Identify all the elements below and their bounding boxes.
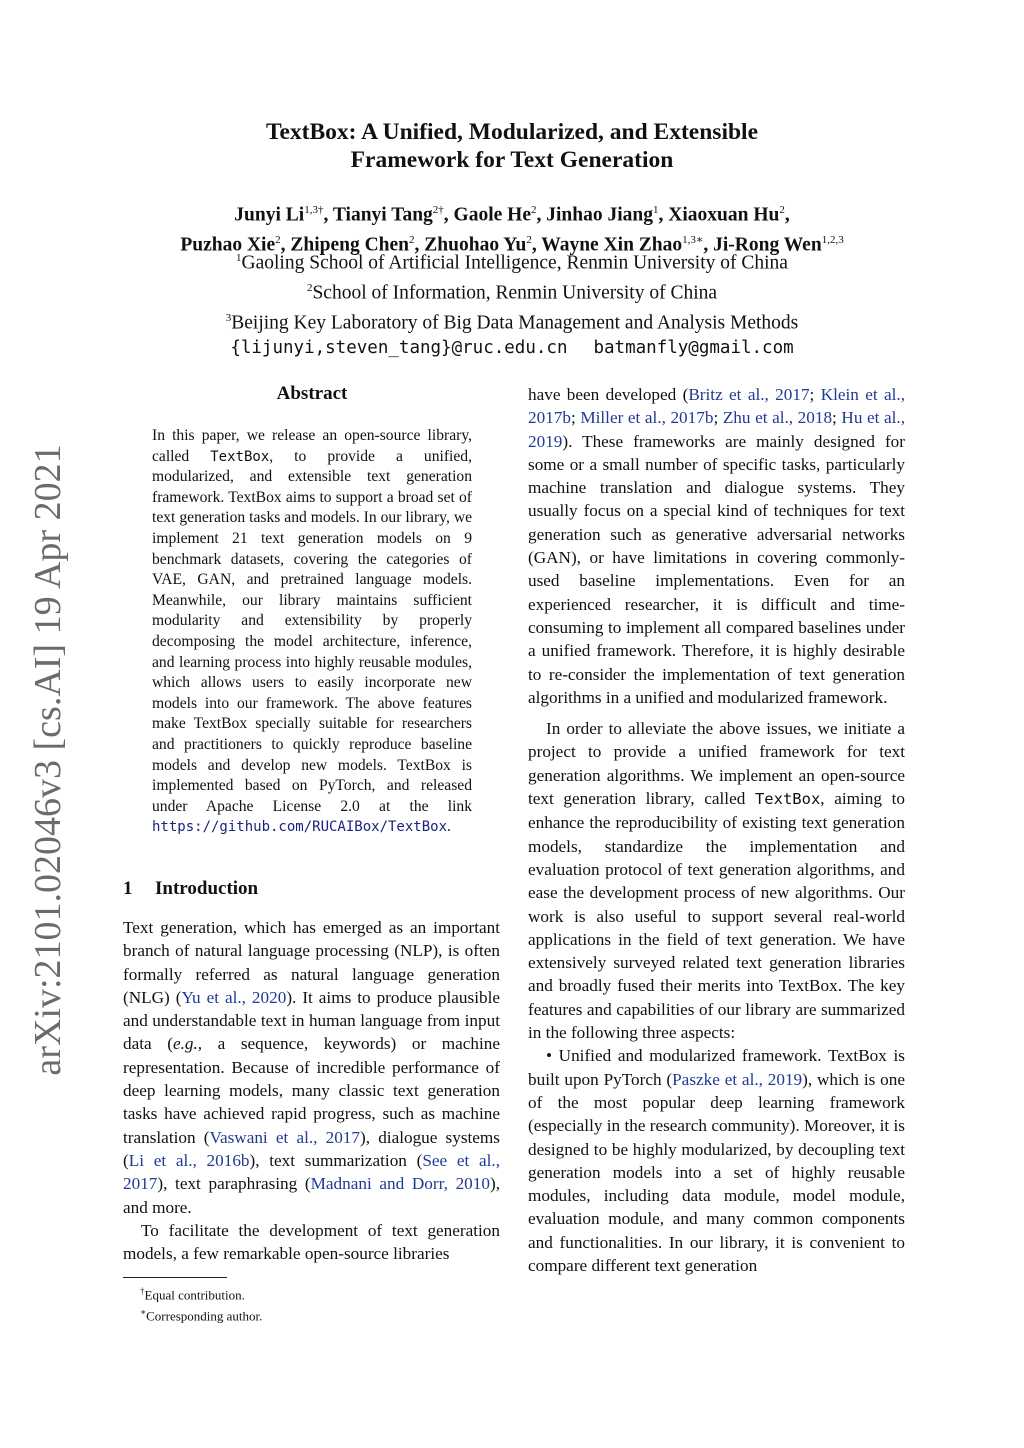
author-affil-mark: 2 — [409, 233, 415, 246]
text: ), which is one of the most popular deep learning framework (especially in the research community). Moreover, it is designed to be highly modularized, by decoupling text generation models into a set of highly reusable modules, including data module, model module, evaluation module, and many common components and functionalities. In our library, it is convenient to compare different text generation — [528, 1069, 905, 1275]
affiliation-3 — [0, 306, 1024, 336]
author: Zhuohao Yu — [424, 234, 527, 255]
footnotes — [140, 1283, 500, 1325]
author: Puzhao Xie — [180, 234, 276, 255]
affiliation-text: Gaoling School of Artificial Intelligence, Renmin University of China — [241, 252, 788, 274]
section-title: Introduction — [155, 878, 259, 899]
author-affil-mark: 1,2,3 — [821, 233, 844, 246]
text: ), and more. — [123, 1174, 500, 1217]
affiliation-1 — [0, 246, 1024, 276]
citation-link[interactable]: Li et al., 2016b — [128, 1150, 250, 1170]
author-line-1: Junyi $Li^{1,3\dagger}$, Tianyi Tang$^{2\dagger}$, Gaole He$^2$, Jinhao Jiang$^1$, Xiaoxuan Hu$^2$, — [234, 204, 790, 226]
text: ). It aims to produce plausible and understandable text in human language from input data ( — [123, 987, 500, 1054]
affil-mark: 2 — [306, 282, 313, 294]
text: • Unified and modularized framework. TextBox is built upon PyTorch ( — [528, 1046, 905, 1089]
citation-link[interactable]: Britz et al., 2017 — [688, 385, 810, 404]
author: Jinhao Jiang — [546, 204, 653, 226]
section-heading-introduction — [123, 878, 503, 900]
affil-mark: 3 — [225, 312, 232, 324]
citation-link[interactable]: Madnani and Dorr, 2010 — [310, 1174, 490, 1194]
paragraph — [528, 1044, 905, 1277]
abstract-end: . — [447, 818, 451, 836]
affiliation-text: Beijing Key Laboratory of Big Data Management and Analysis Methods — [231, 312, 799, 334]
abstract-body — [152, 426, 472, 838]
text: In order to alleviate the above issues, we initiate a project to provide a unified framework for text generation algorithms. We implement an open-source text generation library, called — [528, 719, 905, 809]
text: a sequence, keywords) or machine representation. Because of incredible performance of deep learning models, many classic text generation tasks have achieved rapid progress, such as machine translation ( — [123, 1034, 500, 1147]
text: ), text summarization ( — [249, 1150, 423, 1170]
text: ), text paraphrasing ( — [157, 1174, 311, 1194]
footnote-rule — [123, 1277, 227, 1278]
text: , aiming to enhance the reproducibility of existing text generation models, standardize the implementation and evaluation protocol of text generation algorithms, and ease the development process of new algorithms. Our work is also useful to support several real-world applications in the field of text generation. We have extensively surveyed related text generation libraries and broadly fused their merits into TextBox. The key features and capabilities of our library are summarized in the following three aspects: — [528, 789, 905, 1043]
affil-mark: 1 — [236, 252, 242, 264]
title-line-2: Framework for Text Generation — [350, 147, 674, 173]
author-affil-mark: 1,3∗ — [682, 233, 704, 246]
citation-link[interactable]: Klein et al., 2017b — [528, 385, 905, 428]
affiliation-2 — [0, 276, 1024, 306]
author: Ji-Rong Wen — [713, 234, 822, 255]
email-secondary[interactable]: batmanfly@gmail.com — [593, 338, 794, 358]
author-affil-mark: 2† — [432, 204, 444, 216]
footnote-mark: ∗ — [140, 1306, 147, 1317]
text: ; — [713, 408, 723, 428]
left-column-body — [123, 916, 500, 1265]
abstract-text: , to provide a unified, modularized, and extensible text generation framework. TextBox aims to support a broad set of text generation tasks and models. In our library, we implement 21 text generation models on 9 benchmark datasets, covering the categories of VAE, GAN, and pretrained language models. Meanwhile, our library maintains sufficient modularity and extensibility by properly decomposing the model architecture, inference, and learning process into highly reusable modules, which allows users to easily incorporate new models into our framework. The above features make TextBox specially suitable for researchers and practitioners to quickly reproduce baseline models and develop new models. TextBox is implemented based on PyTorch, and released under Apache License 2.0 at the link — [152, 447, 472, 815]
footnote-mark: † — [140, 1286, 145, 1296]
arxiv-sidebar-stamp: arXiv:2101.02046v3 [cs.AI] 19 Apr 2021 — [27, 444, 69, 1076]
author-affil-mark: 2 — [531, 204, 537, 216]
affiliations — [0, 246, 1024, 361]
text-italic: e.g., — [172, 1034, 203, 1054]
github-link[interactable]: https://github.com/RUCAIBox/TextBox — [152, 819, 448, 836]
abstract-text: In this paper, we release an open-source library, called — [152, 427, 472, 465]
text: Text generation, which has emerged as an important branch of natural language processing (NLP), is often formally referred as natural language generation (NLG) ( — [123, 918, 500, 1007]
author: Junyi Li — [234, 204, 305, 226]
citation-link[interactable]: Zhu et al., 2018 — [722, 408, 833, 428]
author-affil-mark: 2 — [275, 233, 281, 246]
text: ). These frameworks are mainly designed for some or a small number of specific tasks, particularly machine translation and dialogue systems. They usually focus on a special kind of techniques for text generation such as generative adversarial networks (GAN), or have limitations in covering commonly-used baseline implementations. Even for an experienced researcher, it is difficult and time-consuming to implement all compared baselines under a unified framework. Therefore, it is highly desirable to re-consider the implementation of text generation algorithms in a unified and modularized framework. — [528, 431, 905, 707]
text: have been developed ( — [528, 385, 689, 404]
paper-title — [0, 118, 1024, 174]
email-primary[interactable]: {lijunyi,steven_tang}@ruc.edu.cn — [230, 338, 568, 358]
paragraph — [528, 717, 905, 1044]
author: Zhipeng Chen — [290, 234, 410, 255]
text: ; — [809, 385, 821, 404]
text: ; — [832, 408, 842, 428]
library-name-code: TextBox — [210, 448, 270, 465]
email-line — [0, 336, 1024, 361]
paragraph — [528, 383, 905, 709]
author: Gaole He — [453, 204, 531, 226]
author-affil-mark: 2 — [526, 233, 532, 246]
author-affil-mark: 1 — [653, 204, 659, 216]
citation-link[interactable]: Paszke et al., 2019 — [672, 1069, 803, 1089]
citation-link[interactable]: See et al., 2017 — [123, 1150, 500, 1194]
author-line-2: Puzhao Xie$^2$, Zhipeng Chen$^2$, Zhuohao Yu$^2$, Wayne Xin Zhao$^{1,3∗}$, Ji-Rong Wen$^{1,2,3}$ — [180, 233, 844, 255]
citation-link[interactable]: Miller et al., 2017b — [580, 408, 714, 428]
footnote-corresponding-author — [140, 1304, 500, 1325]
library-name-code: TextBox — [754, 790, 821, 809]
author: Tianyi Tang — [332, 204, 433, 226]
author: Xiaoxuan Hu — [668, 204, 780, 226]
footnote-text: Equal contribution. — [144, 1287, 245, 1303]
affiliation-text: School of Information, Renmin University of China — [312, 282, 718, 304]
section-number: 1 — [123, 878, 133, 899]
abstract-heading: Abstract — [276, 383, 348, 404]
footnote-equal-contribution — [140, 1283, 500, 1304]
author-affil-mark: 1,3† — [304, 204, 324, 216]
right-column-body — [528, 383, 905, 1277]
paragraph — [123, 916, 500, 1219]
title-line-1: TextBox: A Unified, Modularized, and Extensible — [265, 119, 759, 145]
text: ; — [570, 408, 581, 428]
citation-link[interactable]: Hu et al., 2019 — [528, 408, 906, 451]
text: ), dialogue systems ( — [123, 1127, 500, 1170]
paragraph: To facilitate the development of text generation models, a few remarkable open-source libraries — [123, 1220, 500, 1264]
citation-link[interactable]: Vaswani et al., 2017 — [209, 1127, 360, 1147]
author: Wayne Xin Zhao — [541, 234, 683, 255]
author-affil-mark: 2 — [779, 204, 785, 216]
citation-link[interactable]: Yu et al., 2020 — [181, 987, 287, 1007]
footnote-text: Corresponding author. — [146, 1308, 263, 1324]
